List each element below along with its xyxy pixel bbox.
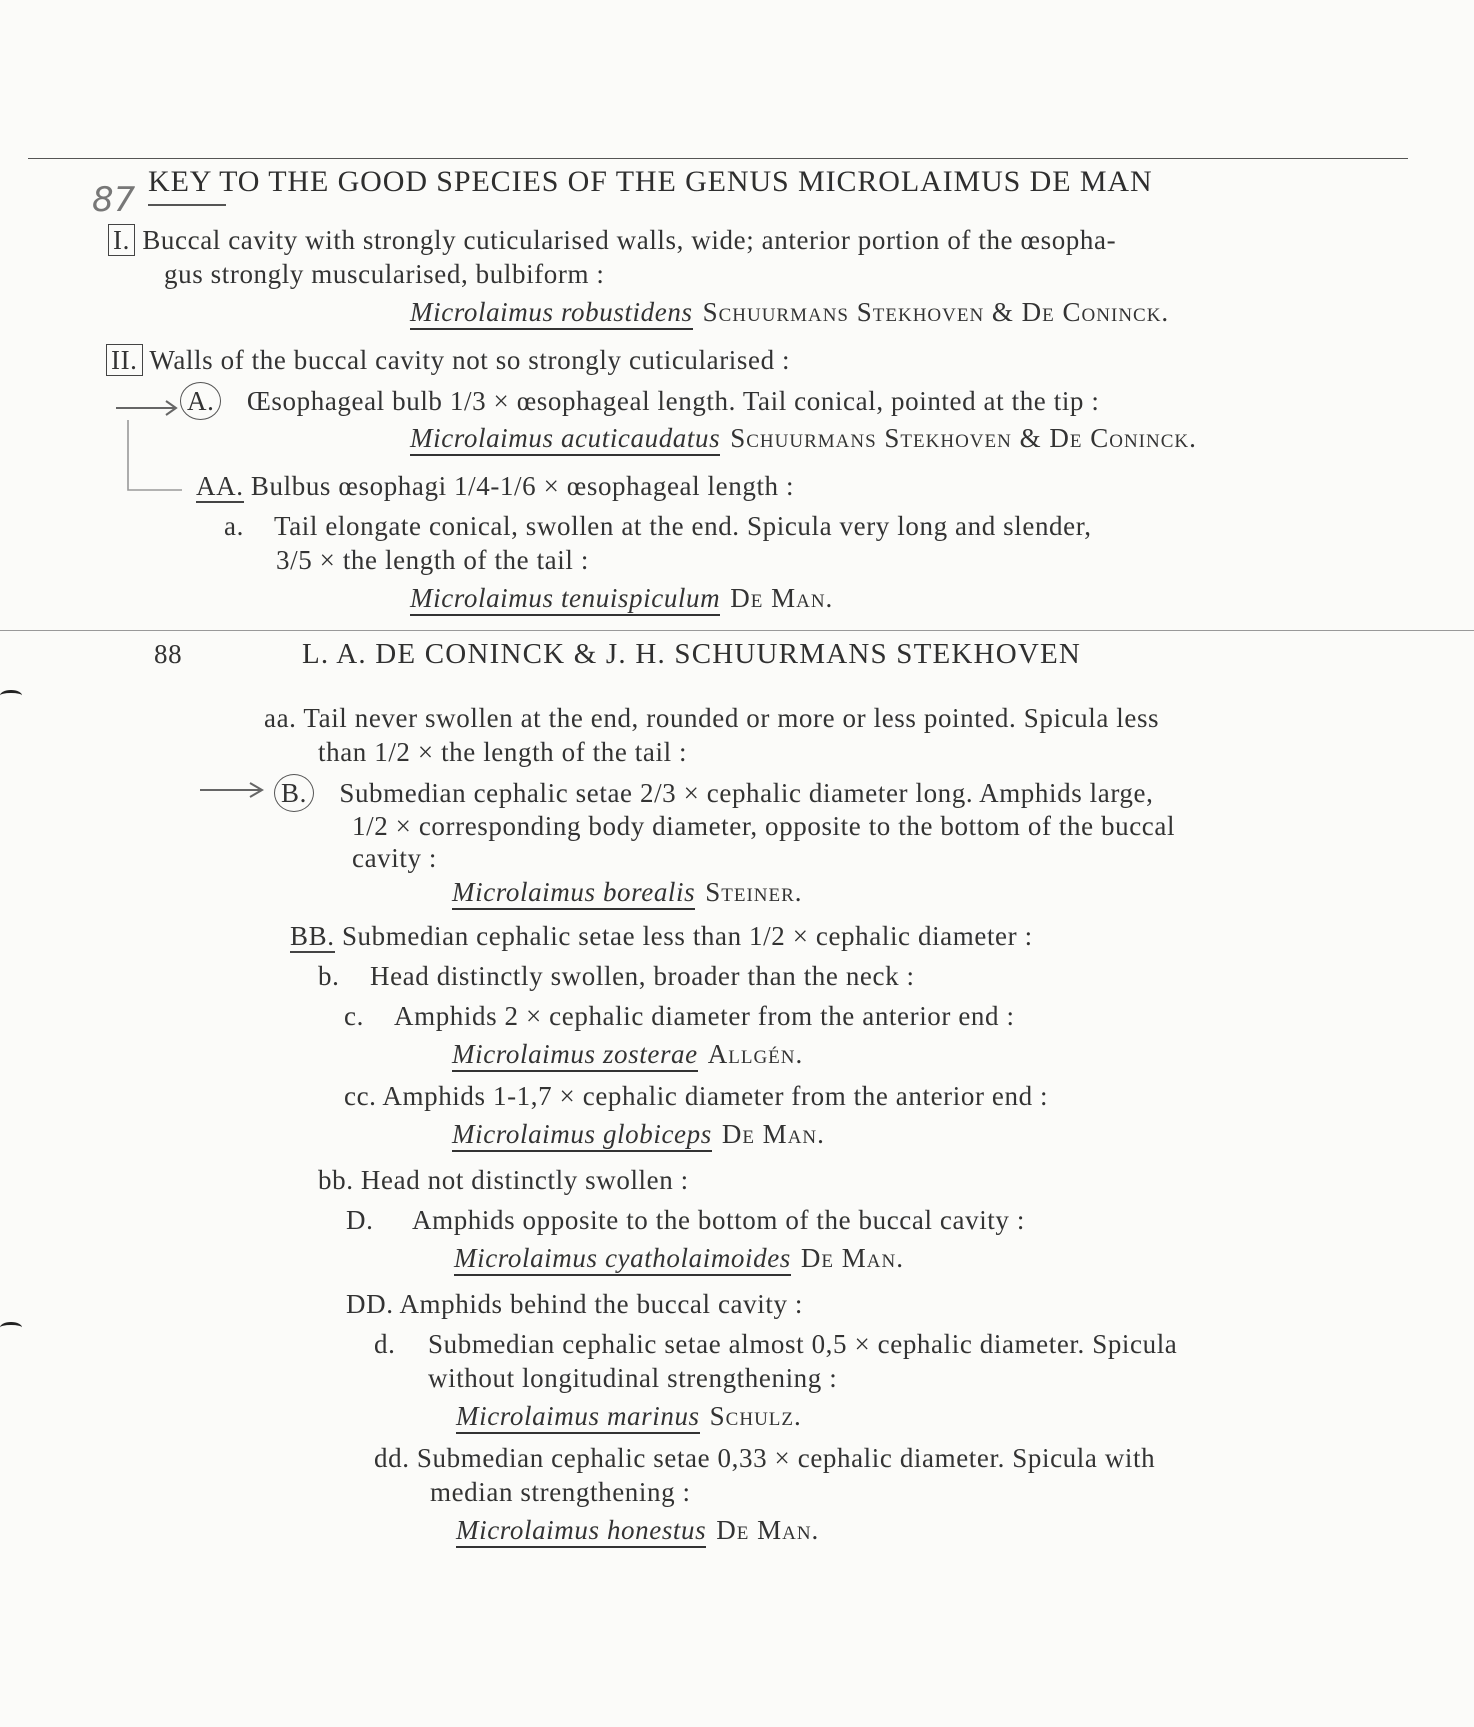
key-aa-line1: Tail never swollen at the end, rounded or more or less pointed. Spicula less bbox=[303, 703, 1160, 733]
key-a bbox=[224, 510, 1092, 542]
key-I-line2: gus strongly muscularised, bulbiform : bbox=[164, 259, 605, 289]
marker-I: I. bbox=[108, 224, 135, 256]
species-cyatholaimoides bbox=[454, 1242, 904, 1274]
key-A-line1: Œsophageal bulb 1/3 × œsophageal length. Tail conical, pointed at the tip : bbox=[246, 386, 1100, 416]
page-title: KEY TO THE GOOD SPECIES OF THE GENUS MICROLAIMUS DE MAN bbox=[148, 165, 1153, 198]
key-c bbox=[344, 1000, 1015, 1032]
species-author: Schuurmans Stekhoven & De Coninck. bbox=[702, 297, 1170, 327]
handwritten-arrow-B bbox=[198, 778, 270, 802]
species-zosterae bbox=[452, 1038, 803, 1070]
species-honestus bbox=[456, 1514, 819, 1546]
key-BB bbox=[290, 920, 1033, 952]
key-c-line1: Amphids 2 × cephalic diameter from the anterior end : bbox=[394, 1001, 1015, 1031]
key-DD bbox=[346, 1288, 803, 1320]
species-acuticaudatus bbox=[410, 422, 1197, 454]
key-b-line1: Head distinctly swollen, broader than the neck : bbox=[370, 961, 915, 991]
binder-mark bbox=[0, 1322, 22, 1333]
marker-aa: aa. bbox=[264, 703, 297, 733]
species-tenuispiculum bbox=[410, 582, 833, 614]
species-name: Microlaimus robustidens bbox=[410, 297, 693, 330]
key-d bbox=[374, 1328, 1177, 1360]
species-author: De Man. bbox=[721, 1119, 825, 1149]
key-bb bbox=[318, 1164, 689, 1196]
key-a-line1: Tail elongate conical, swollen at the end. Spicula very long and slender, bbox=[274, 511, 1092, 541]
marker-D: D. bbox=[346, 1205, 374, 1235]
page-number: 88 bbox=[154, 639, 183, 669]
key-AA-line1: Bulbus œsophagi 1/4-1/6 × œsophageal length : bbox=[250, 471, 795, 501]
species-author: De Man. bbox=[730, 583, 834, 613]
species-author: Allgén. bbox=[707, 1039, 804, 1069]
key-dd bbox=[374, 1442, 1155, 1474]
key-d-line2: without longitudinal strengthening : bbox=[428, 1363, 838, 1393]
key-B-line2: 1/2 × corresponding body diameter, opposite to the bottom of the buccal bbox=[352, 811, 1176, 841]
marker-B: B. bbox=[274, 774, 314, 812]
key-aa bbox=[264, 702, 1159, 734]
species-name: Microlaimus cyatholaimoides bbox=[454, 1243, 791, 1276]
marker-c: c. bbox=[344, 1001, 364, 1031]
key-dd-line1: Submedian cephalic setae 0,33 × cephalic diameter. Spicula with bbox=[416, 1443, 1156, 1473]
key-I-line1: Buccal cavity with strongly cuticularised walls, wide; anterior portion of the œsopha- bbox=[142, 225, 1117, 255]
key-DD-line1: Amphids behind the buccal cavity : bbox=[399, 1289, 803, 1319]
marker-DD: DD. bbox=[346, 1289, 394, 1319]
key-cc bbox=[344, 1080, 1048, 1112]
key-II bbox=[106, 344, 790, 376]
marker-A: A. bbox=[180, 382, 221, 420]
species-author: De Man. bbox=[800, 1243, 904, 1273]
species-name: Microlaimus acuticaudatus bbox=[410, 423, 720, 456]
key-a-line2: 3/5 × the length of the tail : bbox=[276, 545, 589, 575]
species-name: Microlaimus tenuispiculum bbox=[410, 583, 720, 616]
species-name: Microlaimus marinus bbox=[456, 1401, 700, 1434]
page-break-rule bbox=[0, 630, 1474, 631]
marker-a: a. bbox=[224, 511, 244, 541]
key-bb-line1: Head not distinctly swollen : bbox=[360, 1165, 689, 1195]
species-name: Microlaimus globiceps bbox=[452, 1119, 712, 1152]
key-B-line1: Submedian cephalic setae 2/3 × cephalic diameter long. Amphids large, bbox=[339, 778, 1154, 808]
running-head: L. A. DE CONINCK & J. H. SCHUURMANS STEKHOVEN bbox=[302, 638, 1082, 670]
key-I bbox=[108, 224, 1116, 256]
species-author: Steiner. bbox=[705, 877, 803, 907]
key-II-line1: Walls of the buccal cavity not so strongly cuticularised : bbox=[149, 345, 791, 375]
key-A bbox=[180, 382, 1099, 420]
species-robustidens bbox=[410, 296, 1169, 328]
species-name: Microlaimus zosterae bbox=[452, 1039, 698, 1072]
species-name: Microlaimus honestus bbox=[456, 1515, 706, 1548]
marker-cc: cc. bbox=[344, 1081, 377, 1111]
key-b bbox=[318, 960, 915, 992]
key-BB-line1: Submedian cephalic setae less than 1/2 × cephalic diameter : bbox=[341, 921, 1033, 951]
marker-b: b. bbox=[318, 961, 340, 991]
binder-mark bbox=[0, 690, 22, 701]
key-D bbox=[346, 1204, 1025, 1236]
handwritten-page-number: 87 bbox=[92, 180, 136, 220]
key-B-line3: cavity : bbox=[352, 843, 438, 873]
key-B bbox=[274, 774, 1153, 812]
key-dd-line2: median strengthening : bbox=[430, 1477, 691, 1507]
marker-d: d. bbox=[374, 1329, 396, 1359]
key-d-line1: Submedian cephalic setae almost 0,5 × cephalic diameter. Spicula bbox=[428, 1329, 1178, 1359]
marker-AA: AA. bbox=[196, 471, 244, 501]
species-borealis bbox=[452, 876, 803, 908]
key-aa-line2: than 1/2 × the length of the tail : bbox=[318, 737, 688, 767]
title-underline bbox=[148, 204, 226, 206]
marker-BB: BB. bbox=[290, 921, 335, 951]
species-marinus bbox=[456, 1400, 802, 1432]
marker-II: II. bbox=[106, 344, 143, 376]
top-rule bbox=[28, 158, 1408, 159]
species-author: Schuurmans Stekhoven & De Coninck. bbox=[730, 423, 1197, 453]
marker-bb: bb. bbox=[318, 1165, 354, 1195]
species-globiceps bbox=[452, 1118, 825, 1150]
species-author: Schulz. bbox=[709, 1401, 802, 1431]
key-D-line1: Amphids opposite to the bottom of the buccal cavity : bbox=[412, 1205, 1025, 1235]
key-cc-line1: Amphids 1-1,7 × cephalic diameter from the anterior end : bbox=[382, 1081, 1049, 1111]
species-name: Microlaimus borealis bbox=[452, 877, 695, 910]
marker-dd: dd. bbox=[374, 1443, 410, 1473]
key-AA bbox=[196, 470, 794, 502]
species-author: De Man. bbox=[716, 1515, 820, 1545]
